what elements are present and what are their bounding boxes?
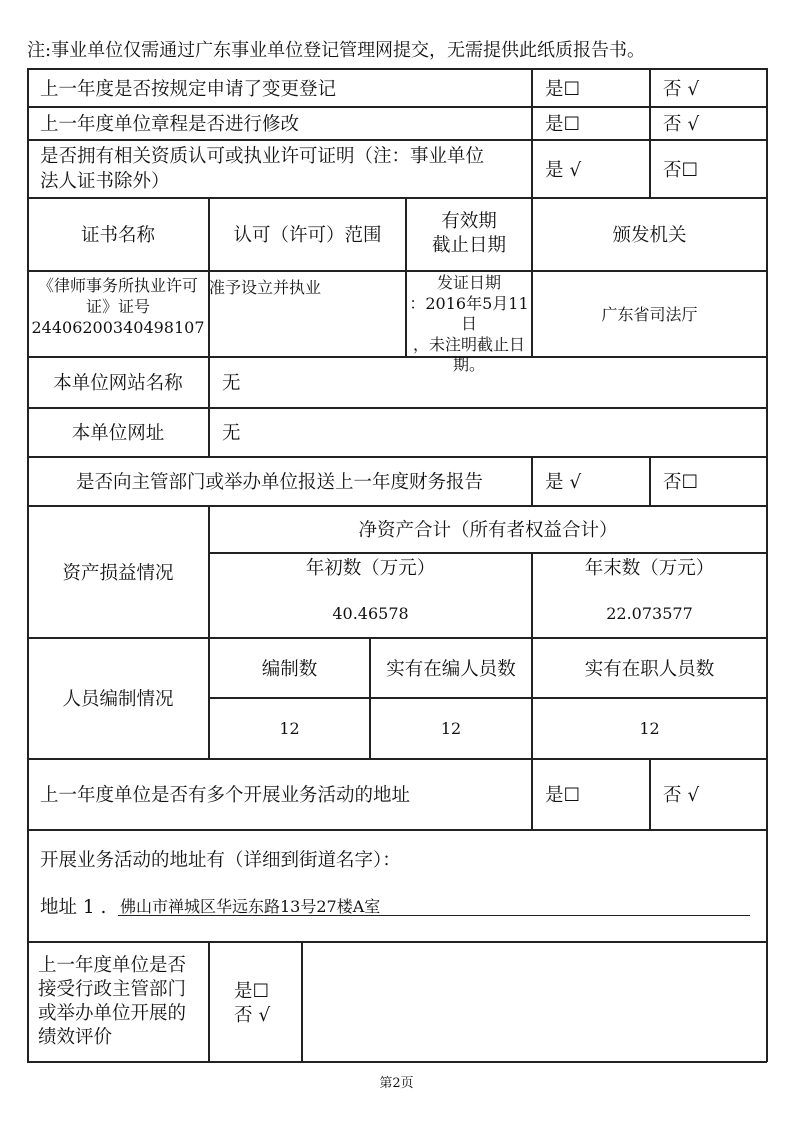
financial-report-yes-checkbox[interactable]: 是 √ xyxy=(545,472,582,493)
cert-issuer: 广东省司法厅 xyxy=(601,305,698,324)
multi-address-yes-checkbox[interactable]: 是☐ xyxy=(545,785,581,806)
cert-expiry xyxy=(407,271,531,374)
staffing-quota-value: 12 xyxy=(279,718,300,738)
evaluation-question xyxy=(28,942,208,1061)
staffing-quota-header: 编制数 xyxy=(261,658,318,680)
cert-expiry-line3: ，未注明截止日 xyxy=(412,334,525,354)
charter-revision-yes-checkbox[interactable]: 是☐ xyxy=(545,114,581,135)
multi-address-no-checkbox[interactable]: 否 √ xyxy=(663,785,700,806)
cert-header-issuer: 颁发机关 xyxy=(612,225,687,246)
cert-scope: 准予设立并执业 xyxy=(209,278,322,297)
begin-assets-label: 年初数（万元） xyxy=(305,558,436,579)
cert-header-expiry-line2: 截止日期 xyxy=(431,235,506,256)
evaluation-options xyxy=(210,942,301,1061)
cert-header-scope: 认可（许可）范围 xyxy=(233,225,382,246)
address-1-field[interactable]: 佛山市禅城区华远东路13号27楼A室 xyxy=(118,894,750,916)
evaluation-question-line3: 或举办单位开展的 xyxy=(38,1002,187,1024)
license-no-checkbox[interactable]: 否☐ xyxy=(663,159,699,181)
charter-revision-no-checkbox[interactable]: 否 √ xyxy=(663,114,700,135)
license-yes-checkbox[interactable]: 是 √ xyxy=(545,159,582,181)
cert-header-expiry-line1: 有效期 xyxy=(441,211,497,232)
end-assets-value: 22.073577 xyxy=(606,603,693,623)
cert-name-line2: 证》证号 xyxy=(85,297,150,316)
website-name-label: 本单位网站名称 xyxy=(53,373,183,394)
page-number: 第2页 xyxy=(379,1076,414,1091)
cert-header-name: 证书名称 xyxy=(80,225,155,246)
license-question-line2: 法人证书除外） xyxy=(40,170,170,192)
staffing-active-value: 12 xyxy=(639,718,660,738)
cert-expiry-line1: 发证日期 xyxy=(436,273,501,292)
staffing-enrolled-header: 实有在编人员数 xyxy=(386,658,516,680)
evaluation-yes-checkbox[interactable]: 是☐ xyxy=(234,981,270,1002)
evaluation-blank-cell xyxy=(303,942,766,1061)
cert-expiry-line4: 期。 xyxy=(452,355,485,374)
assets-label: 资产损益情况 xyxy=(62,562,174,584)
multi-address-question: 上一年度单位是否有多个开展业务活动的地址 xyxy=(40,785,411,806)
cert-name-line1: 《律师事务所执业许可 xyxy=(37,276,198,295)
evaluation-question-line2: 接受行政主管部门 xyxy=(38,978,187,1000)
address-section-title: 开展业务活动的地址有（详细到街道名字）： xyxy=(40,850,401,871)
cert-header-expiry xyxy=(407,198,531,270)
evaluation-no-checkbox[interactable]: 否 √ xyxy=(234,1005,271,1026)
charter-revision-question: 上一年度单位章程是否进行修改 xyxy=(40,114,300,135)
website-url-value: 无 xyxy=(222,423,241,444)
cert-number: 24406200340498107 xyxy=(31,318,205,337)
submission-note: 注:事业单位仅需通过广东事业单位登记管理网提交，无需提供此纸质报告书。 xyxy=(27,40,646,61)
financial-report-no-checkbox[interactable]: 否☐ xyxy=(663,472,699,493)
website-url-label: 本单位网址 xyxy=(71,423,165,444)
website-name-value: 无 xyxy=(222,373,241,394)
license-question-line1: 是否拥有相关资质认可或执业许可证明（注：事业单位 xyxy=(40,145,485,167)
evaluation-question-line4: 绩效评价 xyxy=(38,1026,113,1048)
license-question xyxy=(28,140,531,197)
evaluation-question-line1: 上一年度单位是否 xyxy=(38,954,187,976)
cert-name xyxy=(28,271,208,356)
staffing-label: 人员编制情况 xyxy=(62,689,174,710)
begin-assets-value: 40.46578 xyxy=(332,603,409,623)
end-assets-label: 年末数（万元） xyxy=(584,558,715,579)
address-1-label: 地址 1 . xyxy=(40,897,107,918)
financial-report-question: 是否向主管部门或举办单位报送上一年度财务报告 xyxy=(75,472,483,493)
change-registration-question: 上一年度是否按规定申请了变更登记 xyxy=(40,78,337,100)
change-registration-yes-checkbox[interactable]: 是☐ xyxy=(545,78,581,100)
staffing-active-header: 实有在职人员数 xyxy=(584,658,715,680)
cert-expiry-line2: ：2016年5月11日 xyxy=(409,293,529,333)
net-assets-header: 净资产合计（所有者权益合计） xyxy=(358,520,618,541)
staffing-enrolled-value: 12 xyxy=(440,718,462,738)
change-registration-no-checkbox[interactable]: 否 √ xyxy=(663,78,700,100)
